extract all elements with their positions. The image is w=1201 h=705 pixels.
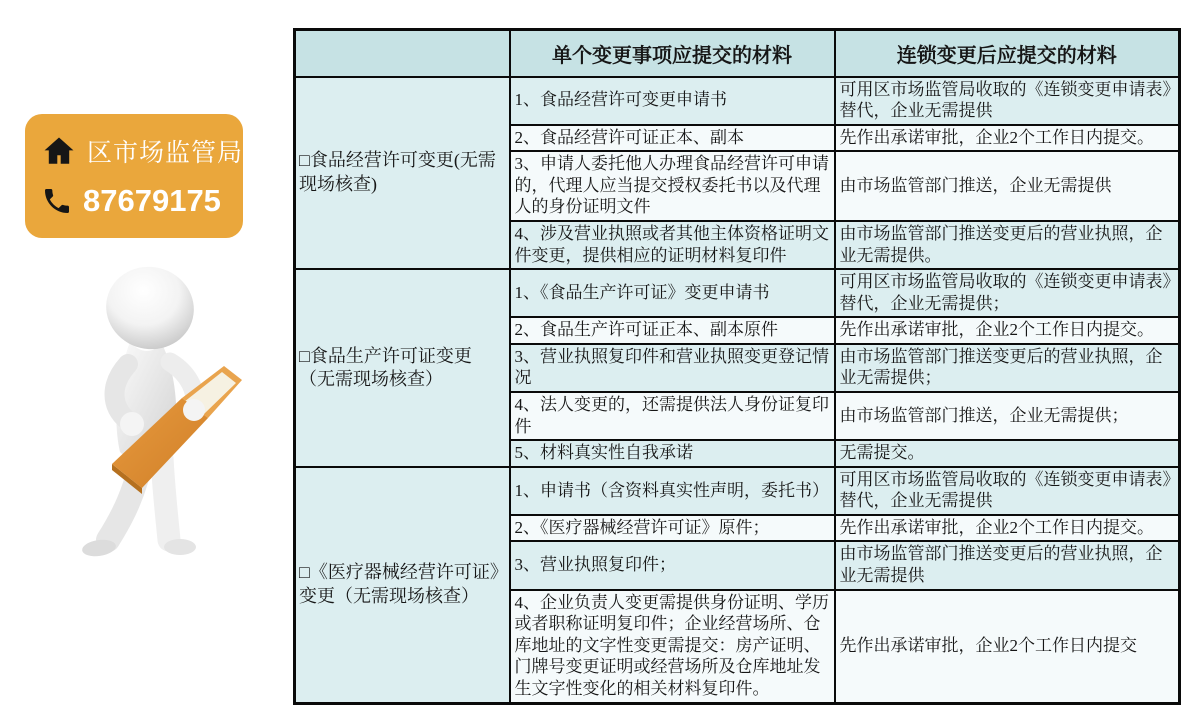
chain-change-material-cell: 先作出承诺审批，企业2个工作日内提交 [835, 590, 1180, 703]
single-change-material-cell: 2、食品生产许可证正本、副本原件 [510, 317, 835, 344]
chain-change-material-cell: 由市场监管部门推送变更后的营业执照，企业无需提供 [835, 541, 1180, 589]
phone-icon [41, 185, 73, 217]
single-change-material-cell: 3、营业执照复印件和营业执照变更登记情况 [510, 344, 835, 392]
table-header-row [295, 30, 1180, 77]
single-change-material-cell: 4、法人变更的，还需提供法人身份证复印件 [510, 392, 835, 440]
agency-row [41, 133, 243, 169]
person-reading-book-illustration [50, 256, 262, 568]
chain-change-material-cell: 可用区市场监管局收取的《连锁变更申请表》替代，企业无需提供 [835, 77, 1180, 125]
single-change-material-cell: 3、申请人委托他人办理食品经营许可申请的，代理人应当提交授权委托书以及代理人的身份证明文件 [510, 151, 835, 221]
single-change-material-cell: 2、食品经营许可证正本、副本 [510, 125, 835, 152]
single-change-material-cell: 1、食品经营许可变更申请书 [510, 77, 835, 125]
table-row [295, 269, 1180, 317]
category-header-cell [295, 30, 510, 77]
table-row [295, 77, 1180, 125]
table-row [295, 467, 1180, 515]
home-icon [41, 134, 77, 168]
chain-change-material-cell: 由市场监管部门推送，企业无需提供 [835, 151, 1180, 221]
figure-illustration [50, 256, 262, 568]
chain-change-material-cell: 先作出承诺审批，企业2个工作日内提交。 [835, 317, 1180, 344]
chain-change-material-cell: 无需提交。 [835, 440, 1180, 467]
category-cell: □《医疗器械经营许可证》变更（无需现场核查） [295, 467, 510, 703]
single-change-material-cell: 2、《医疗器械经营许可证》原件； [510, 515, 835, 542]
chain-change-material-cell: 由市场监管部门推送，企业无需提供； [835, 392, 1180, 440]
single-change-material-cell: 4、企业负责人变更需提供身份证明、学历或者职称证明复印件；企业经营场所、仓库地址的文字性变更需提交：房产证明、门牌号变更证明或经营场所及仓库地址发生文字性变化的相关材料复印件。 [510, 590, 835, 703]
phone-number: 87679175 [83, 183, 221, 218]
single-change-material-cell: 5、材料真实性自我承诺 [510, 440, 835, 467]
single-change-material-cell: 1、申请书（含资料真实性声明，委托书） [510, 467, 835, 515]
chain-change-material-cell: 先作出承诺审批，企业2个工作日内提交。 [835, 515, 1180, 542]
agency-name: 区市场监管局 [87, 140, 244, 167]
chain-change-material-cell: 由市场监管部门推送变更后的营业执照，企业无需提供； [835, 344, 1180, 392]
category-cell: □食品经营许可变更(无需现场核查) [295, 77, 510, 270]
chain-change-header: 连锁变更后应提交的材料 [835, 30, 1180, 77]
materials-table [293, 28, 1181, 705]
materials-table-body [295, 77, 1180, 704]
chain-change-material-cell: 可用区市场监管局收取的《连锁变更申请表》替代，企业无需提供 [835, 467, 1180, 515]
category-cell: □食品生产许可证变更（无需现场核查） [295, 269, 510, 467]
single-change-material-cell: 3、营业执照复印件； [510, 541, 835, 589]
single-change-material-cell: 1、《食品生产许可证》变更申请书 [510, 269, 835, 317]
single-change-header: 单个变更事项应提交的材料 [510, 30, 835, 77]
phone-row [41, 183, 243, 219]
single-change-material-cell: 4、涉及营业执照或者其他主体资格证明文件变更，提供相应的证明材料复印件 [510, 221, 835, 269]
chain-change-material-cell: 先作出承诺审批，企业2个工作日内提交。 [835, 125, 1180, 152]
chain-change-material-cell: 可用区市场监管局收取的《连锁变更申请表》替代，企业无需提供； [835, 269, 1180, 317]
agency-contact-card [25, 114, 243, 238]
chain-change-material-cell: 由市场监管部门推送变更后的营业执照，企业无需提供。 [835, 221, 1180, 269]
